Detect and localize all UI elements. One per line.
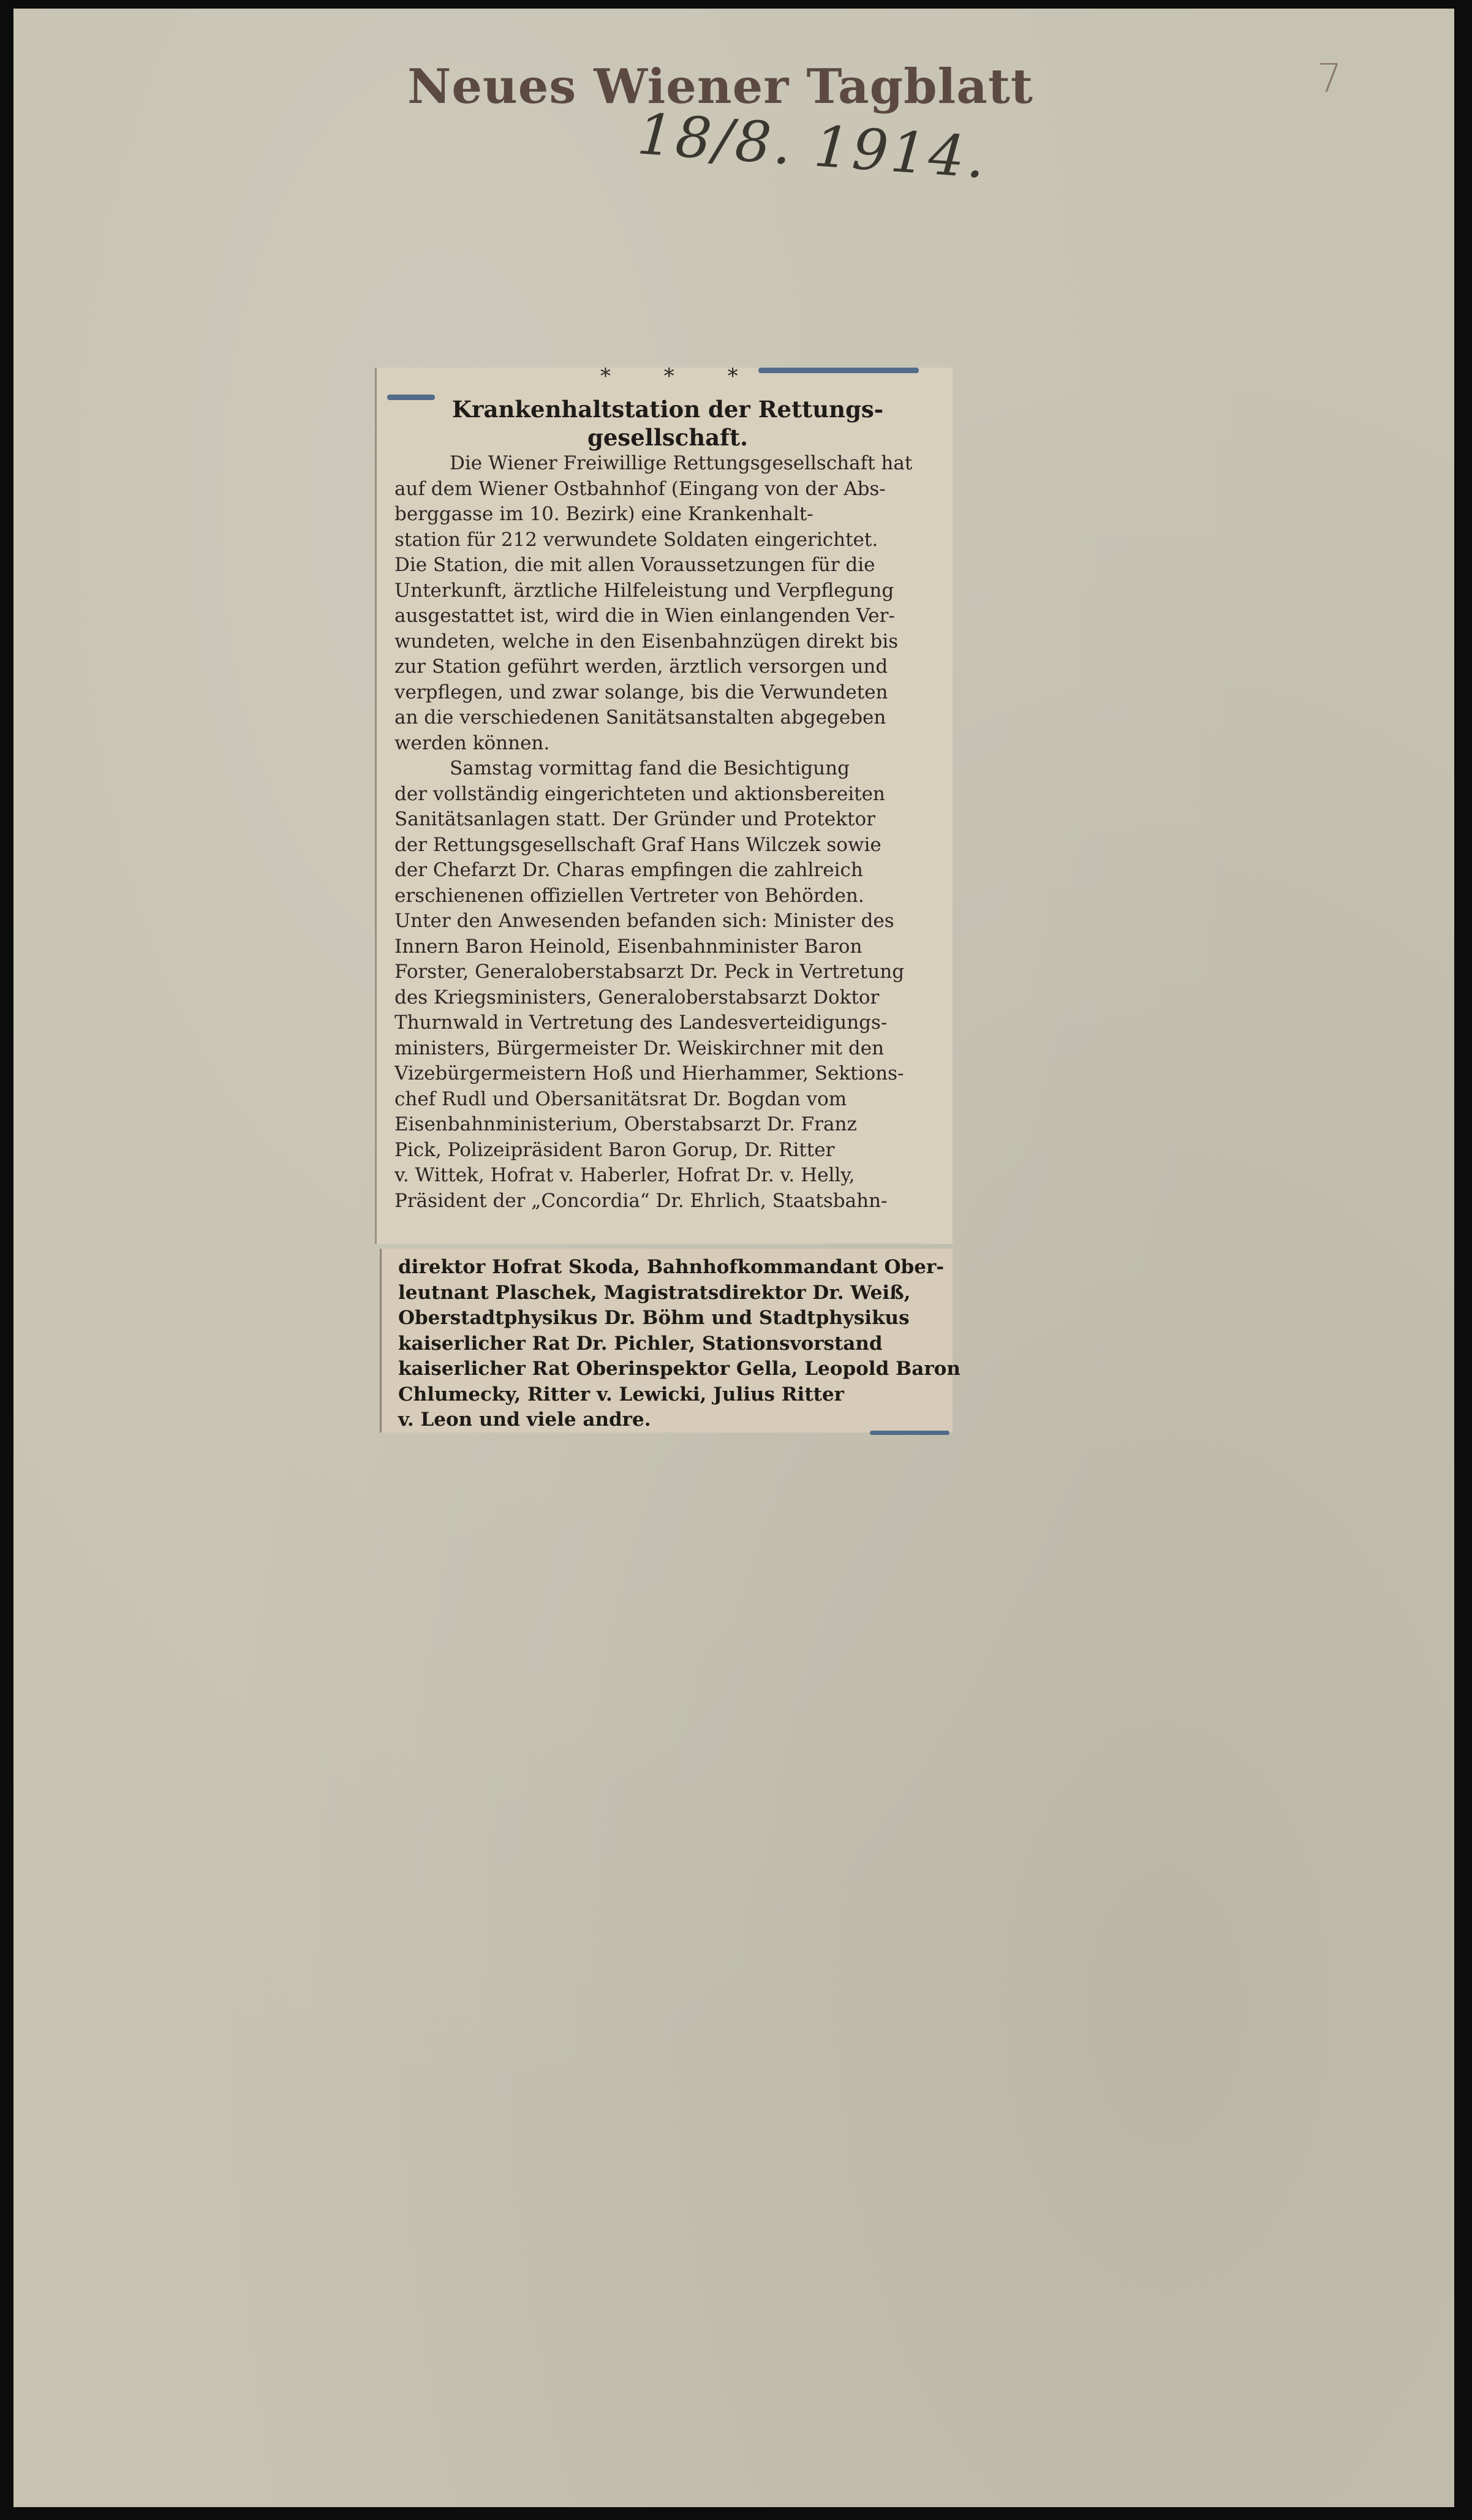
text-line: der vollständig eingerichteten und aktionsbereiten bbox=[394, 782, 885, 805]
text-line: erschienenen offiziellen Vertreter von Behörden. bbox=[394, 884, 864, 907]
text-line: chef Rudl und Obersanitätsrat Dr. Bogdan vom bbox=[394, 1088, 847, 1110]
text-line: Präsident der „Concordia“ Dr. Ehrlich, Staatsbahn- bbox=[394, 1189, 888, 1212]
text-line: Oberstadtphysikus Dr. Böhm und Stadtphysikus bbox=[398, 1307, 910, 1329]
text-line: berggasse im 10. Bezirk) eine Krankenhalt- bbox=[394, 503, 813, 525]
text-line: v. Leon und viele andre. bbox=[398, 1409, 651, 1431]
article-body bbox=[394, 452, 951, 1243]
text-line: Vizebürgermeistern Hoß und Hierhammer, Sektions- bbox=[394, 1062, 904, 1084]
text-line: ausgestattet ist, wird die in Wien einlangenden Ver- bbox=[394, 605, 895, 627]
article-body-continued bbox=[398, 1256, 961, 1434]
text-line: ministers, Bürgermeister Dr. Weiskirchner mit den bbox=[394, 1037, 885, 1059]
text-line: Sanitätsanlagen statt. Der Gründer und Protektor bbox=[394, 808, 875, 830]
text-line: Eisenbahnministerium, Oberstabsarzt Dr. Franz bbox=[394, 1113, 857, 1135]
text-line: Unterkunft, ärztliche Hilfeleistung und Verpflegung bbox=[394, 579, 894, 602]
text-line: Forster, Generaloberstabsarzt Dr. Peck in Vertretung bbox=[394, 961, 905, 983]
text-line: Die Station, die mit allen Voraussetzungen für die bbox=[394, 554, 875, 576]
text-line: wundeten, welche in den Eisenbahnzügen direkt bis bbox=[394, 630, 899, 653]
text-line: kaiserlicher Rat Oberinspektor Gella, Leopold Baron bbox=[398, 1358, 961, 1380]
text-line: der Chefarzt Dr. Charas empfingen die zahlreich bbox=[394, 859, 863, 881]
text-line: leutnant Plaschek, Magistratsdirektor Dr. Weiß, bbox=[398, 1281, 911, 1304]
text-line: des Kriegsministers, Generaloberstabsarzt Doktor bbox=[394, 986, 880, 1008]
text-line: der Rettungsgesellschaft Graf Hans Wilczek sowie bbox=[394, 833, 881, 856]
text-line: station für 212 verwundete Soldaten eingerichtet. bbox=[394, 528, 878, 551]
article-headline bbox=[410, 395, 925, 452]
text-line: zur Station geführt werden, ärztlich versorgen und bbox=[394, 656, 888, 678]
text-line: Innern Baron Heinold, Eisenbahnminister Baron bbox=[394, 935, 862, 958]
text-line: Samstag vormittag fand die Besichtigung bbox=[450, 757, 850, 779]
blue-pencil-mark-right bbox=[758, 368, 919, 373]
text-line: verpflegen, und zwar solange, bis die Verwundeten bbox=[394, 681, 888, 703]
text-line: Pick, Polizeipräsident Baron Gorup, Dr. Ritter bbox=[394, 1138, 835, 1161]
newspaper-masthead: Neues Wiener Tagblatt bbox=[407, 59, 1033, 115]
text-line: v. Wittek, Hofrat v. Haberler, Hofrat Dr. v. Helly, bbox=[394, 1164, 855, 1186]
headline-line-2: gesellschaft. bbox=[587, 424, 749, 451]
headline-line-1: Krankenhaltstation der Rettungs- bbox=[451, 396, 884, 423]
text-line: auf dem Wiener Ostbahnhof (Eingang von der Abs- bbox=[394, 477, 886, 500]
text-line: an die verschiedenen Sanitätsanstalten abgegeben bbox=[394, 706, 886, 728]
text-line: Unter den Anwesenden befanden sich: Minister des bbox=[394, 910, 894, 932]
text-line: direktor Hofrat Skoda, Bahnhofkommandant Ober- bbox=[398, 1256, 945, 1278]
section-stars: * * * bbox=[600, 364, 761, 388]
text-line: Chlumecky, Ritter v. Lewicki, Julius Ritter bbox=[398, 1383, 845, 1406]
text-line: Die Wiener Freiwillige Rettungsgesellschaft hat bbox=[450, 452, 913, 474]
text-line: kaiserlicher Rat Dr. Pichler, Stationsvorstand bbox=[398, 1332, 883, 1355]
text-line: werden können. bbox=[394, 732, 550, 754]
page-number: 7 bbox=[1317, 56, 1342, 102]
text-line: Thurnwald in Vertretung des Landesverteidigungs- bbox=[394, 1012, 888, 1034]
handwritten-date: 18/8. 1914. bbox=[635, 101, 990, 191]
